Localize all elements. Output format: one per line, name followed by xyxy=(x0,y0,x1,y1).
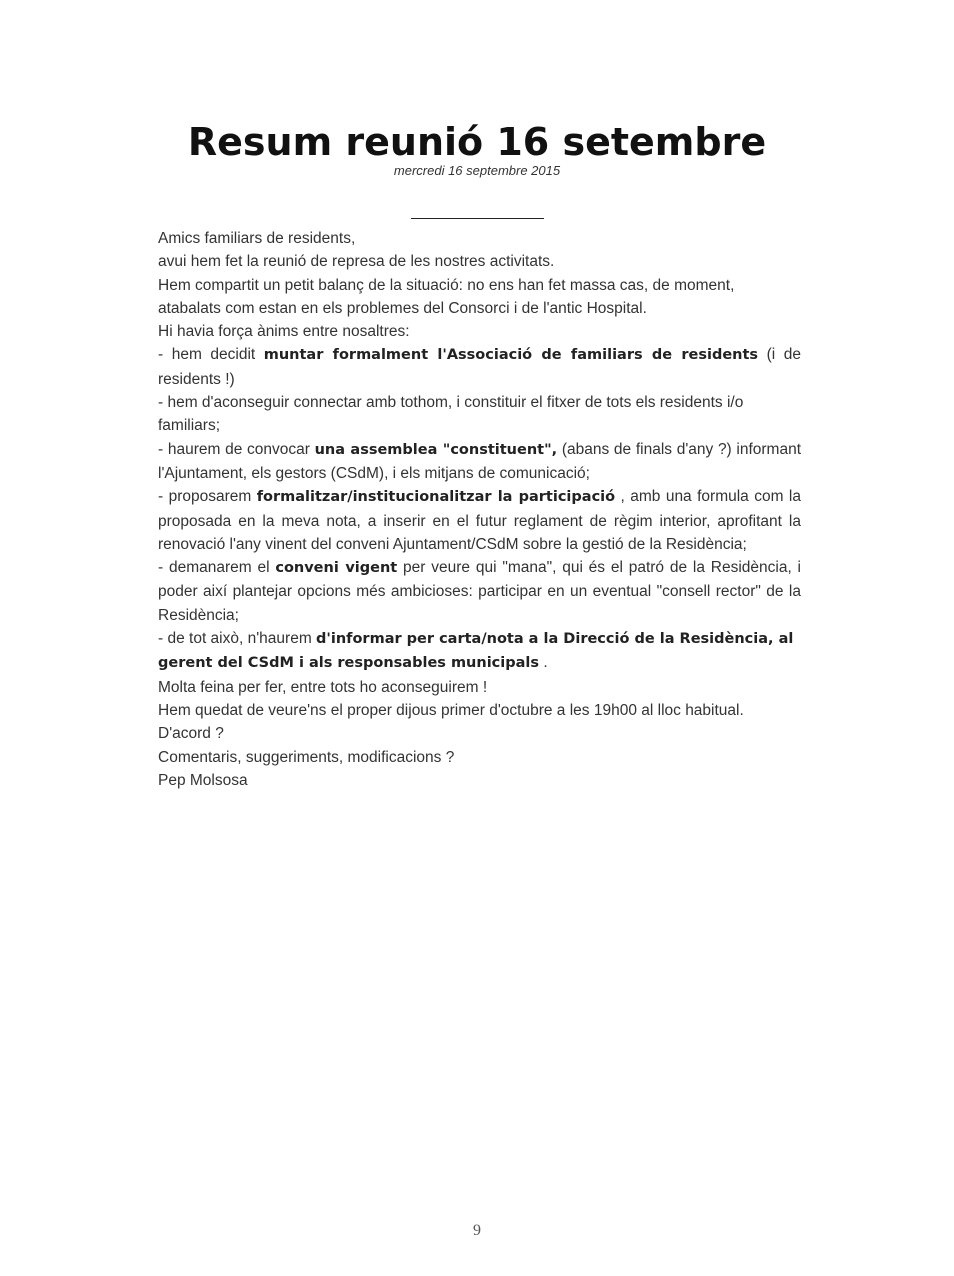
item-prefix: - de tot això, n'haurem xyxy=(158,630,317,648)
item-suffix: per veure qui "mana", qui és el patró de la Residència, i poder així plantejar opcions més ambicioses: participar en un eventual "consell rector" de la Residència; xyxy=(158,559,801,624)
work-line: Molta feina per fer, entre tots ho aconseguirem ! xyxy=(158,678,488,696)
item-emphasis: muntar formalment l'Associació de familiars de residents xyxy=(263,347,759,364)
item-prefix: - haurem de convocar xyxy=(158,440,315,458)
item-prefix: - proposarem xyxy=(158,488,257,506)
item-suffix: (i de residents !) xyxy=(158,346,801,388)
item-prefix: - hem decidit xyxy=(158,346,264,364)
agree-line: D'acord ? xyxy=(158,725,224,743)
list-item-inform xyxy=(158,627,801,676)
page-number: 9 xyxy=(473,1222,481,1239)
document-date: mercredi 16 septembre 2015 xyxy=(393,163,561,178)
next-meeting-line: Hem quedat de veure'ns el proper dijous primer d'octubre a les 19h00 al lloc habitual. xyxy=(158,701,744,719)
item-emphasis: conveni vigent xyxy=(275,560,398,577)
item-suffix: (abans de finals d'any ?) informant l'Ajuntament, els gestors (CSdM), i els mitjans de comunicació; xyxy=(158,440,802,482)
item-emphasis: una assemblea "constituent", xyxy=(314,441,558,458)
list-item-contacts: - hem d'aconseguir connectar amb tothom, i constituir el fitxer de tots els residents i/o familiars; xyxy=(158,394,744,435)
item-suffix: , amb una formula com la proposada en la meva nota, a inserir en el futur reglament de règim interior, aprofitant la renovació l'any vinent del conveni Ajuntament/CSdM sobre la gestió de la Residència; xyxy=(158,488,801,553)
page-title: Resum reunió 16 setembre xyxy=(187,120,767,164)
list-item-agreement xyxy=(158,556,801,627)
greeting-line: Amics familiars de residents, xyxy=(158,230,356,247)
item-emphasis: d'informar per carta/nota a la Direcció de la Residència, al gerent del CSdM i als responsables municipals xyxy=(158,631,794,672)
list-item-association xyxy=(158,343,801,391)
title-divider xyxy=(411,218,544,219)
spirits-line: Hi havia força ànims entre nosaltres: xyxy=(158,323,410,341)
list-item-assembly xyxy=(158,438,801,486)
document-body xyxy=(158,227,801,792)
item-prefix: - demanarem el xyxy=(158,559,276,577)
intro-line: avui hem fet la reunió de represa de les nostres activitats. xyxy=(158,253,555,271)
balance-paragraph: Hem compartit un petit balanç de la situació: no ens han fet massa cas, de moment, atabalats com estan en els problemes del Consorci i de l'antic Hospital. xyxy=(158,276,735,317)
comments-line: Comentaris, suggeriments, modificacions ? xyxy=(158,748,455,766)
signature: Pep Molsosa xyxy=(158,771,248,789)
item-suffix: . xyxy=(539,654,548,672)
item-emphasis: formalitzar/institucionalitzar la participació xyxy=(256,489,616,506)
list-item-participation xyxy=(158,485,801,556)
